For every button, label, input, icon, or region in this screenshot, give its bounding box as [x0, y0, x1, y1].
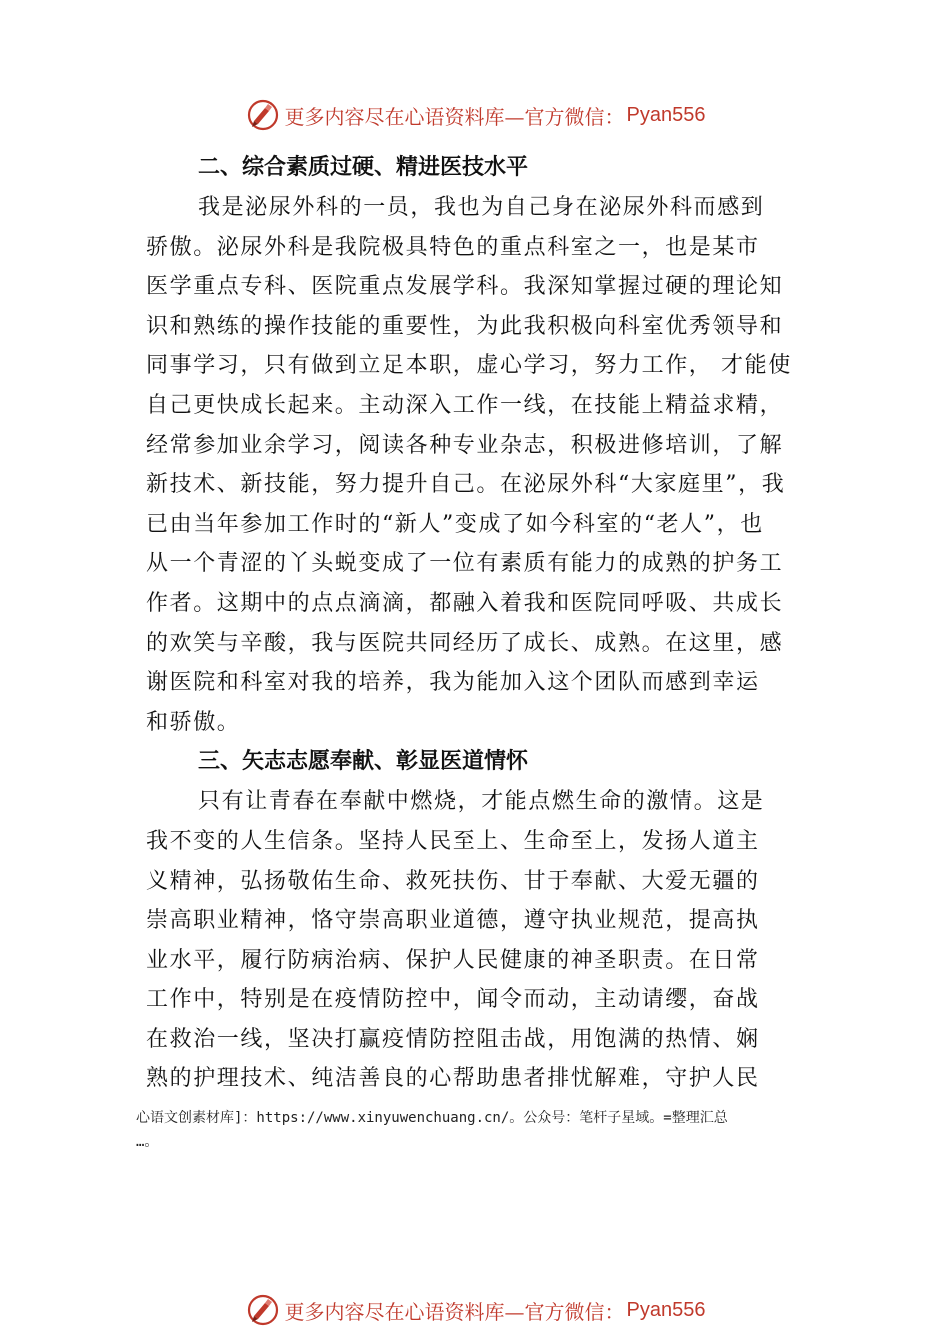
text-line: 作者。这期中的点点滴滴，都融入着我和医院同呼吸、共成长	[146, 590, 784, 616]
text-line: 经常参加业余学习，阅读各种专业杂志，积极进修培训，了解	[146, 432, 784, 458]
text-line: 业水平，履行防病治病、保护人民健康的神圣职责。在日常	[146, 947, 760, 973]
banner-text: 更多内容尽在心语资料库—官方微信：	[284, 1299, 625, 1324]
text-line: 和骄傲。	[146, 709, 241, 735]
text-line: 的欢笑与辛酸，我与医院共同经历了成长、成熟。在这里，感	[146, 630, 784, 656]
banner-wechat-id: Pyan556	[626, 103, 706, 126]
paragraph-section-2	[146, 188, 822, 742]
section-heading-2: 二、综合素质过硬、精进医技水平	[198, 155, 529, 180]
footnote-line: 心语文创素材库]：https://www.xinyuwenchuang.cn/。公众号：笔杆子星域。=整理汇总	[136, 1110, 728, 1126]
text-line: 我不变的人生信条。坚持人民至上、生命至上，发扬人道主	[146, 828, 760, 854]
text-line: 工作中，特别是在疫情防控中，闻令而动，主动请缨，奋战	[146, 987, 760, 1013]
footer-banner	[0, 1290, 950, 1330]
header-banner	[0, 95, 950, 135]
footnote-line: …。	[136, 1134, 159, 1150]
text-line: 医学重点专科、医院重点发展学科。我深知掌握过硬的理论知	[146, 274, 784, 300]
hand-pen-logo-icon	[245, 97, 281, 133]
text-line: 自己更快成长起来。主动深入工作一线，在技能上精益求精，	[146, 392, 784, 418]
text-line: 崇高职业精神，恪守崇高职业道德，遵守执业规范，提高执	[146, 908, 760, 934]
text-line: 谢医院和科室对我的培养，我为能加入这个团队而感到幸运	[146, 670, 760, 696]
text-line: 从一个青涩的丫头蜕变成了一位有素质有能力的成熟的护务工	[146, 551, 784, 577]
text-line: 只有让青春在奉献中燃烧，才能点燃生命的激情。这是	[198, 789, 765, 815]
text-line: 熟的护理技术、纯洁善良的心帮助患者排忧解难，守护人民	[146, 1066, 760, 1092]
banner-text: 更多内容尽在心语资料库—官方微信：	[284, 104, 625, 129]
hand-pen-logo-icon	[245, 1292, 281, 1328]
text-line: 识和熟练的操作技能的重要性，为此我积极向科室优秀领导和	[146, 313, 784, 339]
banner-wechat-id: Pyan556	[626, 1298, 706, 1321]
text-line: 骄傲。泌尿外科是我院极具特色的重点科室之一，也是某市	[146, 234, 760, 260]
footnote	[136, 1106, 836, 1154]
text-line: 我是泌尿外科的一员，我也为自己身在泌尿外科而感到	[198, 195, 765, 220]
section-heading-3: 三、矢志志愿奉献、彰显医道情怀	[198, 749, 529, 775]
document-body	[146, 148, 822, 1099]
paragraph-section-3	[146, 782, 822, 1099]
text-line: 同事学习，只有做到立足本职，虚心学习，努力工作， 才能使	[146, 353, 792, 379]
text-line: 已由当年参加工作时的“新人”变成了如今科室的“老人”，也	[146, 511, 764, 537]
text-line: 义精神，弘扬敬佑生命、救死扶伤、甘于奉献、大爱无疆的	[146, 868, 760, 894]
text-line: 在救治一线，坚决打赢疫情防控阻击战，用饱满的热情、娴	[146, 1026, 760, 1052]
text-line: 新技术、新技能，努力提升自己。在泌尿外科“大家庭里”，我	[146, 472, 786, 498]
